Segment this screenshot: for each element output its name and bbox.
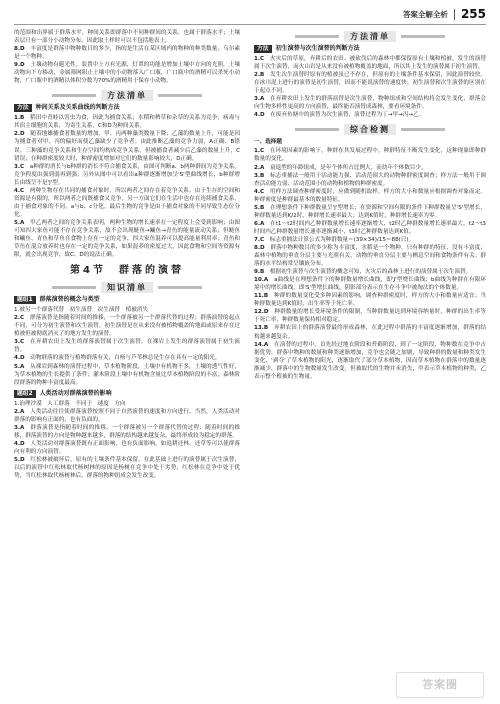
answer-text: 随着地雄捕食者数量的增加，甲、丙两种藻类数量下降；乙藻的数量上升，可能是因为捕食者对甲、丙的偏好而使乙藻缺少了竞争者；由此推断乙藻的竞争力弱，A正确、B错误。三种藻的竞争关系和生存空间均构成竞争关系，但被捕食者减少后乙藻的数量上升，C错误；在种群密度较大时，种群密度增加对它们的数量影响较大，D正确。 xyxy=(14,131,240,162)
answer-number: 1.C xyxy=(254,148,270,155)
answer-item xyxy=(14,408,240,424)
header-rule xyxy=(14,24,486,25)
banner-bar-right xyxy=(401,35,445,38)
answer-number: 14.A xyxy=(254,341,275,348)
answer-item xyxy=(254,188,486,204)
answer-text: 衰退型的年龄组成，是年个体所占比例大，而幼年个体数目少。 xyxy=(269,164,427,171)
answer-number: 5.A xyxy=(14,363,31,370)
banner-bar-left xyxy=(295,128,339,131)
answer-text: 动物群落的演替与植物群落有关，白杨与芦苇林总是生存在具有一定的阳光。 xyxy=(30,355,221,362)
answer-text: 在演替的过程中，首先经过地衣阶段和苔藓阶段，到了一定阶段，物种数在竞争中占据优势，群落中物种的数量和种类逐渐增加，竞争也会随之加剧，导致种群的数量和种类发生变化，'剥夺'了草本植物的阳光，逐渐取代了部分草本植物，因而草本植物在群落中的数量逐渐减少，群落中的生物数量发生改变，但被取代的生物并未消失，甲表示草本植物的种类，乙表示整个植被的生物量。 xyxy=(254,341,486,380)
answer-number: 12.D xyxy=(254,309,275,316)
answer-number: 5.A xyxy=(14,219,31,226)
right-column xyxy=(254,29,486,381)
answer-item xyxy=(14,400,240,408)
answer-text: 群落演替是指随着时间的推移，一个群落被另一个群落代替的过程；随着时间的推移，群落演替的方向是物种越来越多，群落的结构越来越复杂，最终形成较为稳定的群落。 xyxy=(14,424,240,439)
method-tag: 方法 xyxy=(254,45,272,53)
answer-item xyxy=(254,111,486,119)
answer-text: 1.治理沙漠 人工群落 不同于 速度 方向 xyxy=(14,400,126,407)
answer-number: 3.B xyxy=(254,172,271,179)
answer-item xyxy=(254,95,486,111)
method-banner xyxy=(254,31,486,42)
answer-item xyxy=(14,219,240,259)
answer-text: 标志重捕法一般用于活动能力强、活动范围大的动物种群密度调查；样方法一般用于调查活动能力弱、活动范围小的动物和植物的种群密度。 xyxy=(254,172,486,187)
answer-text: 群落中物种数目的多少称为丰富度，水稻是一个物种，只有种群的特征，没有丰富度；森林中植物的垂直分层主要与光照有关，动物的垂直分层主要与栖息空间和食物条件有关；群落的水平结构常呈镶嵌分布。 xyxy=(254,244,486,268)
method-answers xyxy=(14,114,240,259)
answer-text: 在理想条件下种群数量呈'J'型增长；在资源和空间有限的条件下种群数量呈'S'型增长，种群数量达到K/2时，种群增长速率最大；达到K值时，种群增长速率为零。 xyxy=(254,204,487,219)
kp2-title: 人类活动对群落演替的影响 xyxy=(39,389,112,397)
answer-text: 用样方法调查种群密度时，应做到随机取样，样方的大小和数量应根据调查对象而定。种群密度是种群最基本的数量特征。 xyxy=(254,188,486,203)
answer-number: 3.C xyxy=(14,339,31,346)
answer-number: 3.C xyxy=(14,163,30,170)
kp1-heading xyxy=(14,296,240,304)
banner-bar-right xyxy=(158,94,202,97)
answer-text: 稻田中青蛙以害虫为食，因此为捕食关系；水稻和稗草和杂草的关系为竞争；病毒与其宿主细胞的关系，为寄生关系，C和D为种间关系。 xyxy=(14,115,240,130)
answer-item xyxy=(14,163,240,187)
answer-text: 根据初生演替与次生演替的概念可知，火灾后的森林上进行的演替属于次生演替。 xyxy=(269,269,472,276)
method-tag: 方法 xyxy=(14,104,32,112)
answer-item xyxy=(14,440,240,456)
answer-item xyxy=(14,306,240,314)
method-answers xyxy=(254,55,486,119)
answer-item xyxy=(254,55,486,71)
answer-number: 4.D xyxy=(14,355,31,362)
answer-number: 9.D xyxy=(14,62,31,69)
answer-number: 2.A xyxy=(14,408,31,415)
answer-text: 人类活动对群落演替既有正面影响，也有负面影响，如退耕还林、还草等可以使群落向有利的方向演替。 xyxy=(14,440,240,455)
method-title: 初生演替与次生演替的判断方法 xyxy=(275,45,360,52)
answer-number: 13.B xyxy=(254,325,275,332)
answer-text: 在废弃鱼塘中的演替为次生演替，演替过程为丁→甲→丙→乙。 xyxy=(270,112,425,119)
banner-bar-left xyxy=(52,94,96,97)
answer-number: 4.D xyxy=(14,440,31,447)
answer-item xyxy=(254,204,486,220)
method-banner xyxy=(14,90,240,101)
answer-text: 火灾后的草原，弃耕后的农田、被砍伐后的森林中都保留原有土壤和植被，发生的演替属于次生演替，而火山岩是从来没有被植物覆盖的地面，所以其上发生的演替属于初生演替。 xyxy=(254,56,486,71)
answer-number: 2.C xyxy=(14,315,30,322)
answer-text: 标志重捕法计算公式为种群数量＝(39×34)/15＝88(只)。 xyxy=(269,236,415,243)
answer-number: 8.D xyxy=(254,244,271,251)
answer-text: 从裸岩到森林的演替过程中，草本植物阶段，土壤中有机物不多，土壤的透气性好，为草本植物的生长提供了条件；灌木阶段土壤中有机物含量比草本植物阶段的丰富，森林阶段群落的物种丰富度最高。 xyxy=(14,363,240,386)
answer-text: 土壤动物有避光性。装置中上方有光源，灯罩的功能是增加土壤中方向的光照，土壤动物向下方移动，金属筛网阻止土壤中的小动物落入广口瓶，广口瓶中的酒精可以杀死小动物，广口瓶中的酒精以体积分数为70%的酒精用于保存小动物。 xyxy=(14,62,240,85)
answer-text: 种群的数量变化受多种因素的影响，调查种群密度时，样方的大小和数量应适宜；当种群数量达到K值时，出生率等于死亡率。 xyxy=(254,293,486,308)
answer-item xyxy=(14,130,240,162)
section-title: 第4节 群落的演替 xyxy=(70,265,184,277)
test-banner xyxy=(254,124,486,135)
answer-text: 在环境因素的影响下，种群在其发展过程中，种群特征不断发生变化，这种现象即种群数量的变化。 xyxy=(254,148,486,163)
answer-number: 7.C xyxy=(254,236,270,243)
answer-text: 1.被另一个群落代替 初生演替 次生演替 植被消失 xyxy=(14,307,148,314)
kp2-answers xyxy=(14,400,240,480)
answer-text: 发生次生演替时原有的植被虽已不存在，但原有的土壤条件基本保留，因此演替较快。在冰川泥上进行的演替是初生演替，因而不能说演替的速度快。初生演替和次生演替的区别在于起点不同。 xyxy=(254,72,486,95)
kp2-heading xyxy=(14,390,240,398)
kp1-title: 群落演替的概念与类型 xyxy=(39,296,100,304)
answer-text: a曲线是在理想条件下的种群数量增长曲线，即'J'型增长曲线；b曲线为种群在有限环境中的增长曲线，即'S'型增长曲线，阴影部分表示在生存斗争中被淘汰的个体数量。 xyxy=(254,277,486,292)
banner-bar-right xyxy=(401,128,445,131)
answer-number: 4.C xyxy=(254,188,270,195)
answer-item xyxy=(14,29,240,45)
answer-number: 8.D xyxy=(14,46,31,53)
answer-number: 9.B xyxy=(254,269,270,276)
answer-text: 种群数量的增长受环境条件的限制，当种群数量达到环境容纳量时，种群的出生率等于死亡率，种群数量保持相对稳定。 xyxy=(254,309,486,324)
answer-text: 弃耕农田上的群落演替最终形成森林，在此过程中群落的丰富度逐渐增加，群落的结构越来越复杂。 xyxy=(254,325,486,340)
answer-item xyxy=(14,114,240,130)
kp1-tag: 题组1 xyxy=(14,296,36,304)
method-title: 种间关系及关系曲线的判断方法 xyxy=(35,104,120,112)
answer-number: 1.B xyxy=(14,115,31,122)
answer-item xyxy=(14,363,240,387)
answer-item xyxy=(14,354,240,362)
answer-item xyxy=(14,187,240,219)
answer-text: 红松林被破坏后，原有的土壤条件基本保留，在此基础上进行的演替属于次生演替，以后的演替中红松林取代杨树林的原因是杨树在竞争中处于劣势，红松林在竞争中处于优势，当红松林取代杨树林后，群落的物种组成会发生改变。 xyxy=(14,456,240,480)
test-answers xyxy=(254,147,486,380)
answer-text: 在t1～t2时间内乙种群数量增长速率逐渐增大，t2时乙种群数量增长速率最大，t2～t3时间内乙种群数量增长速率逐渐减小，t3时乙种群数量达到K值。 xyxy=(254,220,486,235)
answer-text: 人类活动往往使群落演替按照不同于自然演替的速度和方向进行，当然，人类活动对群落的影响有正面的，也有负面的。 xyxy=(14,408,240,423)
knowledge-banner-title: 知识清单 xyxy=(101,282,153,293)
answer-text: 两种生物存在共同的捕食对象时，所以两者之间存在着竞争关系。由于生存的空间和资源是有限的，所以两者之间既捕食又竞争，另一方面它们在生活中也存在连续捕食关系，由于捕食对象的不同，a与b、c分化。最后生物的竞争是由于捕食对象的不同导致生态位分化。 xyxy=(14,187,240,218)
section-label: 答案全解全析 xyxy=(402,9,448,19)
answer-number: 10.A xyxy=(254,277,275,284)
answer-item xyxy=(254,172,486,188)
choice-label: 一、选择题 xyxy=(254,139,282,146)
answer-item xyxy=(254,220,486,236)
watermark-logo: 答案圈 xyxy=(396,672,484,698)
page-header xyxy=(403,6,486,22)
intro-answers xyxy=(14,29,240,85)
answer-number: 4.D xyxy=(254,112,271,119)
answer-item xyxy=(254,341,486,381)
answer-text: 的范围和出界属于群落水平，种间关系即群落中不同种群间的关系，也属于群落水平；土壤表层只有一部分小动物分布，因此取土样时可以不包括地表土。 xyxy=(14,30,240,45)
method-heading xyxy=(254,45,486,53)
answer-item xyxy=(254,324,486,340)
answer-item xyxy=(254,308,486,324)
answer-item xyxy=(254,236,486,244)
answer-number: 5.D xyxy=(14,456,31,463)
answer-text: a种群的消长与b种群的消长不符合捕食关系，由图可判断a、b两种群间为竞争关系。竞争程度由强到弱再到强；另外从图中可以看出a种群逐渐增加呈'S'型曲线增长，b种群增长由线呈不是'J'型。 xyxy=(14,163,240,186)
answer-item xyxy=(14,45,240,61)
answer-item xyxy=(254,244,486,268)
banner-bar-right xyxy=(158,286,202,289)
answer-item xyxy=(254,292,486,308)
banner-bar-left xyxy=(52,286,96,289)
answer-number: 5.B xyxy=(254,204,271,211)
answer-item xyxy=(254,147,486,163)
answer-number: 2.D xyxy=(14,131,31,138)
test-banner-title: 综合检测 xyxy=(344,124,396,135)
banner-bar-left xyxy=(295,35,339,38)
answer-item xyxy=(254,276,486,292)
header-divider xyxy=(454,9,455,20)
answer-text: 甲乙两者之间的竞争关系表明，两种生物的增长速率在一定程度上会受到影响；由图可知四大家鱼可能不存在竞争关系，故不会出现鲢鱼→鳙鱼→青鱼的能量流动关系；但鲢鱼和鳙鱼、青鱼和草鱼在食物上存在一定的竞争，四大家鱼混养可以提高能量利用率；青鱼和草鱼在混合放养时也存在一定的竞争关系，如果混养的密度过大，因此食物和空间等资源有限，就会出现竞争，故C、D的说法正确。 xyxy=(14,219,240,259)
kp2-tag: 题组2 xyxy=(14,390,36,398)
answer-number: 2.B xyxy=(254,72,271,79)
answer-text: 在弃耕农田上发生的群落演替是次生演替，物种组成和空间结构将会发生变化，群落会向生物多样性更高的方向演替，最终能否演替成森林，要看环境条件。 xyxy=(254,96,486,111)
answer-number: 11.B xyxy=(254,293,275,300)
answer-number: 1.C xyxy=(254,56,270,62)
answer-text: 群落演替是指随着时间的推移，一个群落被另一个群落代替的过程；群落演替的起点不同，可分为初生演替和次生演替。初生演替是在从来没有被植物覆盖的地面或原来存在过植被但被彻底消灭了的地方发生的演替。 xyxy=(14,315,240,338)
answer-item xyxy=(14,424,240,440)
left-column xyxy=(14,29,240,480)
answer-item xyxy=(14,61,240,85)
answer-text: 在弃耕农田上发生的群落演替属于次生演替，在裸岩上发生的群落演替属于初生演替。 xyxy=(14,339,240,354)
answer-item xyxy=(14,338,240,354)
answer-number: 4.C xyxy=(14,187,30,194)
answer-number: 6.A xyxy=(254,220,271,227)
kp1-answers xyxy=(14,306,240,386)
answer-item xyxy=(254,71,486,95)
method-heading xyxy=(14,104,240,112)
answer-number: 3.A xyxy=(254,96,271,103)
method-banner-title: 方法清单 xyxy=(101,90,153,101)
answer-number: 2.A xyxy=(254,164,270,171)
knowledge-banner xyxy=(14,282,240,293)
answer-text: 丰富度是群落中物种数目的多少，指的是生活在某区域内的物种的种类数量，乌尔素是一个物种。 xyxy=(14,46,240,61)
answer-number: 3.A xyxy=(14,424,31,431)
answer-item xyxy=(14,456,240,480)
answer-item xyxy=(254,164,486,172)
answer-item xyxy=(254,268,486,276)
answer-item xyxy=(14,314,240,338)
method-banner-title: 方法清单 xyxy=(344,31,396,42)
page-number: 255 xyxy=(460,7,486,21)
